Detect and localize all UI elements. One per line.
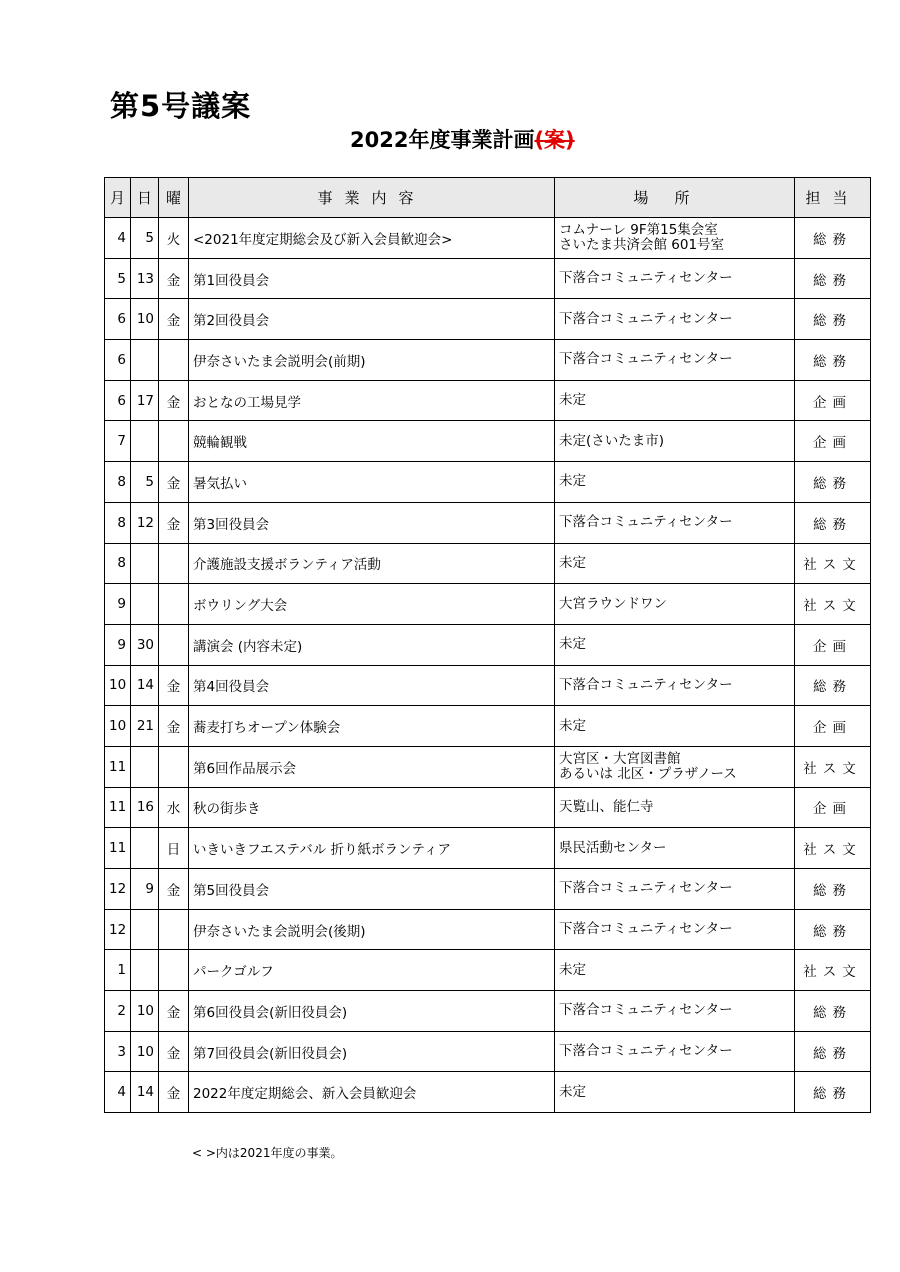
row-content: 講演会 (内容未定) [189,624,555,665]
row-content: ボウリング大会 [189,584,555,625]
row-content: 第3回役員会 [189,502,555,543]
row-weekday: 金 [159,706,189,747]
row-owner: 総務 [795,665,871,706]
row-day [131,421,159,462]
row-month: 1 [105,950,131,991]
row-day: 9 [131,869,159,910]
row-weekday: 日 [159,828,189,869]
table-row [105,828,871,869]
row-content: 2022年度定期総会、新入会員歓迎会 [189,1072,555,1113]
table-row [105,340,871,381]
row-weekday [159,624,189,665]
row-day: 5 [131,462,159,503]
row-owner: 総務 [795,258,871,299]
row-place [555,828,795,869]
row-month: 12 [105,869,131,910]
place-line: 未定 [559,1083,586,1100]
row-content: 第4回役員会 [189,665,555,706]
place-line: 大宮区・大宮図書館 [559,750,681,767]
row-weekday: 金 [159,1072,189,1113]
agenda-number: 第5号議案 [110,89,252,123]
row-day [131,909,159,950]
row-place [555,380,795,421]
row-weekday [159,909,189,950]
place-line: 未定(さいたま市) [559,432,665,449]
row-place [555,462,795,503]
row-weekday: 金 [159,665,189,706]
table-row [105,665,871,706]
row-place [555,909,795,950]
row-weekday [159,746,189,787]
row-owner: 総務 [795,869,871,910]
table-row [105,787,871,828]
row-owner: 総務 [795,218,871,259]
row-day: 14 [131,1072,159,1113]
place-line: 県民活動センター [559,839,667,856]
row-day: 17 [131,380,159,421]
table-body [105,218,871,1113]
row-place [555,584,795,625]
row-month: 11 [105,828,131,869]
row-owner: 企画 [795,706,871,747]
row-owner: 企画 [795,787,871,828]
row-place [555,746,795,787]
row-place [555,624,795,665]
row-day [131,828,159,869]
row-day: 30 [131,624,159,665]
table-row [105,1031,871,1072]
row-owner: 社ス文 [795,950,871,991]
row-owner: 企画 [795,421,871,462]
row-owner: 総務 [795,1031,871,1072]
row-content: 蕎麦打ちオープン体験会 [189,706,555,747]
row-month: 5 [105,258,131,299]
row-day: 10 [131,991,159,1032]
row-day: 10 [131,299,159,340]
row-place [555,543,795,584]
row-day [131,340,159,381]
table-row [105,543,871,584]
table-row [105,380,871,421]
row-day: 5 [131,218,159,259]
row-content: 伊奈さいたま会説明会(後期) [189,909,555,950]
row-day [131,746,159,787]
row-weekday [159,584,189,625]
row-place [555,421,795,462]
row-owner: 社ス文 [795,584,871,625]
table-row [105,502,871,543]
table-row [105,746,871,787]
place-line: 下落合コミュニティセンター [559,880,733,897]
row-month: 10 [105,665,131,706]
row-content: パークゴルフ [189,950,555,991]
row-owner: 社ス文 [795,828,871,869]
document-title-main: 2022年度事業計画 [350,128,535,152]
table-row [105,462,871,503]
row-place [555,258,795,299]
row-month: 8 [105,502,131,543]
column-header-day: 日 [131,178,159,218]
row-weekday: 金 [159,1031,189,1072]
row-weekday: 金 [159,502,189,543]
footnote: < >内は2021年度の事業。 [192,1146,343,1160]
row-month: 4 [105,218,131,259]
row-content: 暑気払い [189,462,555,503]
place-line: 下落合コミュニティセンター [559,1002,733,1019]
document-title [350,124,575,154]
row-month: 10 [105,706,131,747]
place-line: 下落合コミュニティセンター [559,310,733,327]
row-weekday: 金 [159,869,189,910]
row-content: 第1回役員会 [189,258,555,299]
row-content: いきいきフエステバル 折り紙ボランティア [189,828,555,869]
row-place [555,1031,795,1072]
row-day [131,950,159,991]
place-line: 下落合コミュニティセンター [559,676,733,693]
table-row [105,584,871,625]
table-row [105,299,871,340]
place-line: 下落合コミュニティセンター [559,270,733,287]
row-month: 7 [105,421,131,462]
row-month: 4 [105,1072,131,1113]
table-row [105,706,871,747]
row-owner: 総務 [795,502,871,543]
row-owner: 総務 [795,462,871,503]
row-place [555,502,795,543]
row-content: 第6回作品展示会 [189,746,555,787]
row-day [131,584,159,625]
table-row [105,909,871,950]
place-line: 未定 [559,636,586,653]
event-plan-table [104,177,871,1113]
place-line: 未定 [559,717,586,734]
table-row [105,258,871,299]
row-weekday: 金 [159,462,189,503]
row-owner: 社ス文 [795,543,871,584]
column-header-content: 事業内容 [189,178,555,218]
row-content: 秋の街歩き [189,787,555,828]
row-owner: 総務 [795,991,871,1032]
row-owner: 総務 [795,1072,871,1113]
place-line: 未定 [559,961,586,978]
row-day: 12 [131,502,159,543]
row-owner: 総務 [795,340,871,381]
table-row [105,218,871,259]
row-owner: 総務 [795,299,871,340]
row-weekday: 水 [159,787,189,828]
table-row [105,950,871,991]
table-row [105,421,871,462]
row-weekday: 金 [159,258,189,299]
table-row [105,869,871,910]
row-place [555,950,795,991]
row-place [555,665,795,706]
row-weekday [159,543,189,584]
row-owner: 企画 [795,624,871,665]
place-line: さいたま共済会館 601号室 [559,236,725,253]
row-day: 13 [131,258,159,299]
table-header-row [105,178,871,218]
row-day [131,543,159,584]
place-line: 下落合コミュニティセンター [559,514,733,531]
row-weekday: 金 [159,991,189,1032]
row-content: 第2回役員会 [189,299,555,340]
row-content: おとなの工場見学 [189,380,555,421]
row-month: 11 [105,787,131,828]
row-weekday: 金 [159,380,189,421]
column-header-owner: 担当 [795,178,871,218]
place-line: 未定 [559,473,586,490]
column-header-weekday: 曜 [159,178,189,218]
column-header-month: 月 [105,178,131,218]
row-weekday: 金 [159,299,189,340]
row-weekday [159,421,189,462]
row-place [555,299,795,340]
row-owner: 社ス文 [795,746,871,787]
column-header-place: 場所 [555,178,795,218]
table-row [105,991,871,1032]
row-place [555,787,795,828]
place-line: 天覧山、能仁寺 [559,798,654,815]
row-place [555,869,795,910]
place-line: 大宮ラウンドワン [559,595,667,612]
row-month: 6 [105,380,131,421]
table-row [105,1072,871,1113]
row-month: 6 [105,340,131,381]
row-month: 2 [105,991,131,1032]
row-day: 16 [131,787,159,828]
row-weekday: 火 [159,218,189,259]
place-line: 下落合コミュニティセンター [559,1043,733,1060]
table-row [105,624,871,665]
place-line: 未定 [559,554,586,571]
row-month: 3 [105,1031,131,1072]
row-month: 9 [105,624,131,665]
row-content: <2021年度定期総会及び新入会員歓迎会> [189,218,555,259]
row-content: 伊奈さいたま会説明会(前期) [189,340,555,381]
row-owner: 企画 [795,380,871,421]
row-place [555,1072,795,1113]
row-content: 第7回役員会(新旧役員会) [189,1031,555,1072]
row-place [555,340,795,381]
place-line: 未定 [559,392,586,409]
row-month: 8 [105,543,131,584]
row-place [555,218,795,259]
row-place [555,991,795,1032]
row-content: 競輪観戦 [189,421,555,462]
row-day: 10 [131,1031,159,1072]
row-owner: 総務 [795,909,871,950]
row-month: 6 [105,299,131,340]
place-line: 下落合コミュニティセンター [559,351,733,368]
row-place [555,706,795,747]
row-content: 第5回役員会 [189,869,555,910]
place-line: あるいは 北区・プラザノース [559,765,737,782]
place-line: 下落合コミュニティセンター [559,921,733,938]
row-month: 8 [105,462,131,503]
row-weekday [159,950,189,991]
row-month: 12 [105,909,131,950]
row-month: 9 [105,584,131,625]
row-month: 11 [105,746,131,787]
row-day: 14 [131,665,159,706]
row-weekday [159,340,189,381]
document-title-struck-draft: (案) [534,128,575,152]
row-content: 介護施設支援ボランティア活動 [189,543,555,584]
row-day: 21 [131,706,159,747]
row-content: 第6回役員会(新旧役員会) [189,991,555,1032]
place-line: コムナーレ 9F第15集会室 [559,221,718,238]
